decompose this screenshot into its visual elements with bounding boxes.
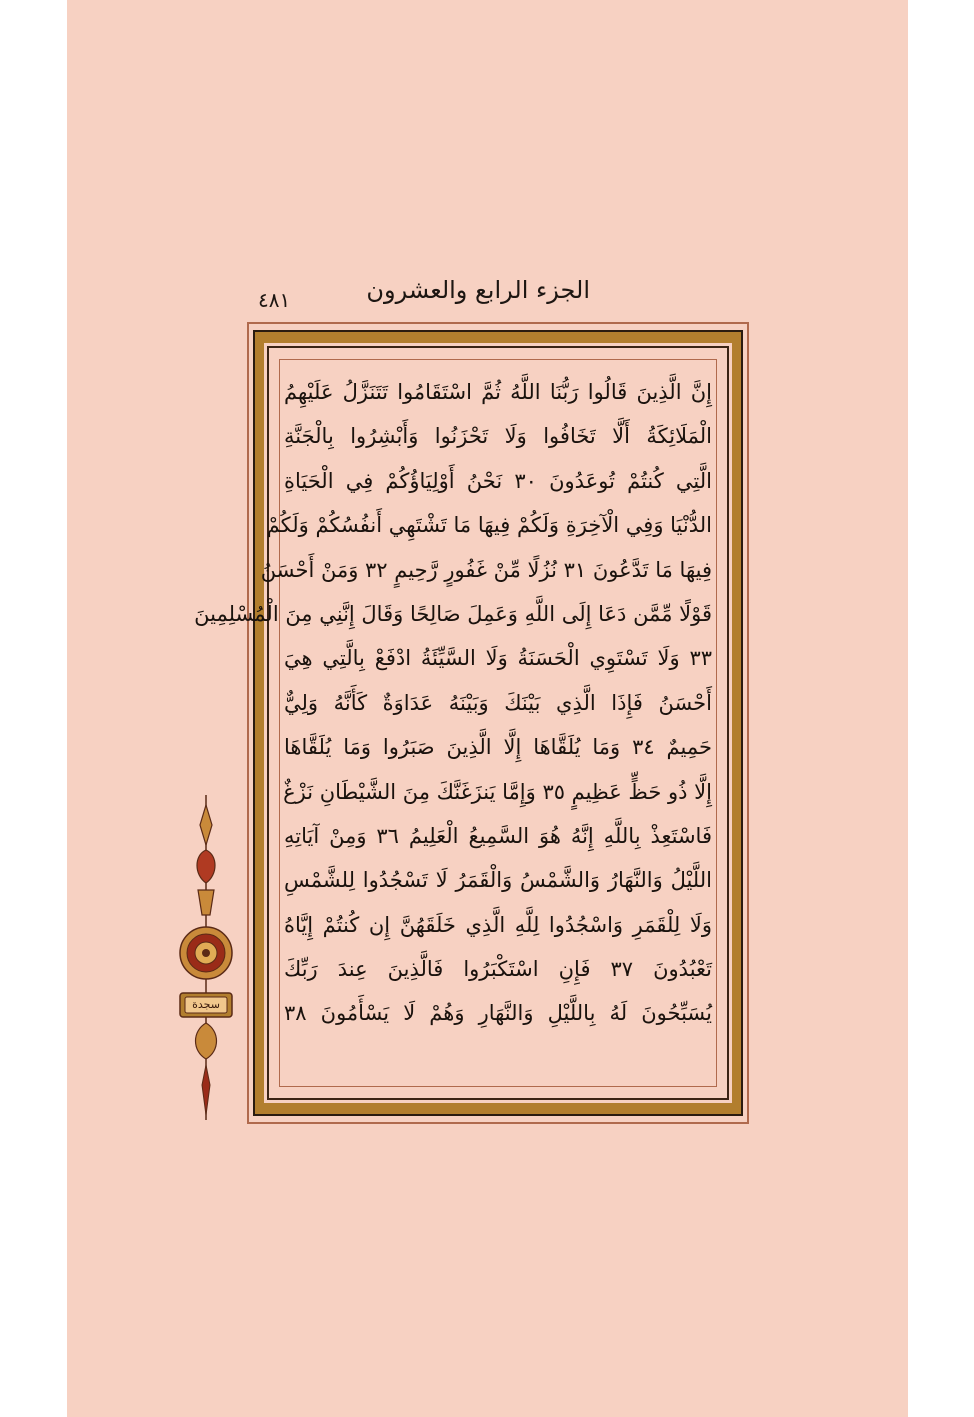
text-line: حَمِيمٌ ٣٤ وَمَا يُلَقَّاهَا إِلَّا الَّذِينَ صَبَرُوا وَمَا يُلَقَّاهَا	[284, 735, 712, 760]
ornament-icon	[176, 795, 236, 1120]
text-line: قَوْلًا مِّمَّن دَعَا إِلَى اللَّهِ وَعَمِلَ صَالِحًا وَقَالَ إِنَّنِي مِنَ الْمُسْلِمِينَ	[194, 601, 712, 626]
text-line: الْمَلَائِكَةُ أَلَّا تَخَافُوا وَلَا تَحْزَنُوا وَأَبْشِرُوا بِالْجَنَّةِ	[284, 424, 712, 449]
text-line: إِلَّا ذُو حَظٍّ عَظِيمٍ ٣٥ وَإِمَّا يَنزَغَنَّكَ مِنَ الشَّيْطَانِ نَزْغٌ	[283, 779, 712, 804]
page-number: ٤٨١	[258, 288, 291, 312]
text-line: اللَّيْلُ وَالنَّهَارُ وَالشَّمْسُ وَالْقَمَرُ لَا تَسْجُدُوا لِلشَّمْسِ	[284, 868, 712, 893]
text-line: فِيهَا مَا تَدَّعُونَ ٣١ نُزُلًا مِّنْ غَفُورٍ رَّحِيمٍ ٣٢ وَمَنْ أَحْسَنُ	[260, 557, 712, 582]
page-header	[0, 268, 974, 318]
text-line: فَاسْتَعِذْ بِاللَّهِ إِنَّهُ هُوَ السَّمِيعُ الْعَلِيمُ ٣٦ وَمِنْ آيَاتِهِ	[284, 823, 712, 848]
sajda-margin-ornament	[176, 795, 236, 1120]
text-line: يُسَبِّحُونَ لَهُ بِاللَّيْلِ وَالنَّهَارِ وَهُمْ لَا يَسْأَمُونَ ٣٨	[284, 1001, 712, 1026]
text-line: الدُّنْيَا وَفِي الْآخِرَةِ وَلَكُمْ فِيهَا مَا تَشْتَهِي أَنفُسُكُمْ وَلَكُمْ	[266, 513, 712, 538]
text-line: ٣٣ وَلَا تَسْتَوِي الْحَسَنَةُ وَلَا السَّيِّئَةُ ادْفَعْ بِالَّتِي هِيَ	[284, 646, 712, 671]
text-line: وَلَا لِلْقَمَرِ وَاسْجُدُوا لِلَّهِ الَّذِي خَلَقَهُنَّ إِن كُنتُمْ إِيَّاهُ	[284, 912, 712, 937]
sajda-label: سجدة	[192, 998, 220, 1011]
text-line: تَعْبُدُونَ ٣٧ فَإِنِ اسْتَكْبَرُوا فَالَّذِينَ عِندَ رَبِّكَ	[284, 957, 713, 982]
juz-title: الجزء الرابع والعشرون	[366, 276, 590, 304]
text-line: الَّتِي كُنتُمْ تُوعَدُونَ ٣٠ نَحْنُ أَوْلِيَاؤُكُمْ فِي الْحَيَاةِ	[284, 468, 712, 493]
text-line: إِنَّ الَّذِينَ قَالُوا رَبُّنَا اللَّهُ ثُمَّ اسْتَقَامُوا تَتَنَزَّلُ عَلَيْهِمُ	[284, 380, 712, 404]
text-line: أَحْسَنُ فَإِذَا الَّذِي بَيْنَكَ وَبَيْنَهُ عَدَاوَةٌ كَأَنَّهُ وَلِيٌّ	[284, 690, 712, 715]
